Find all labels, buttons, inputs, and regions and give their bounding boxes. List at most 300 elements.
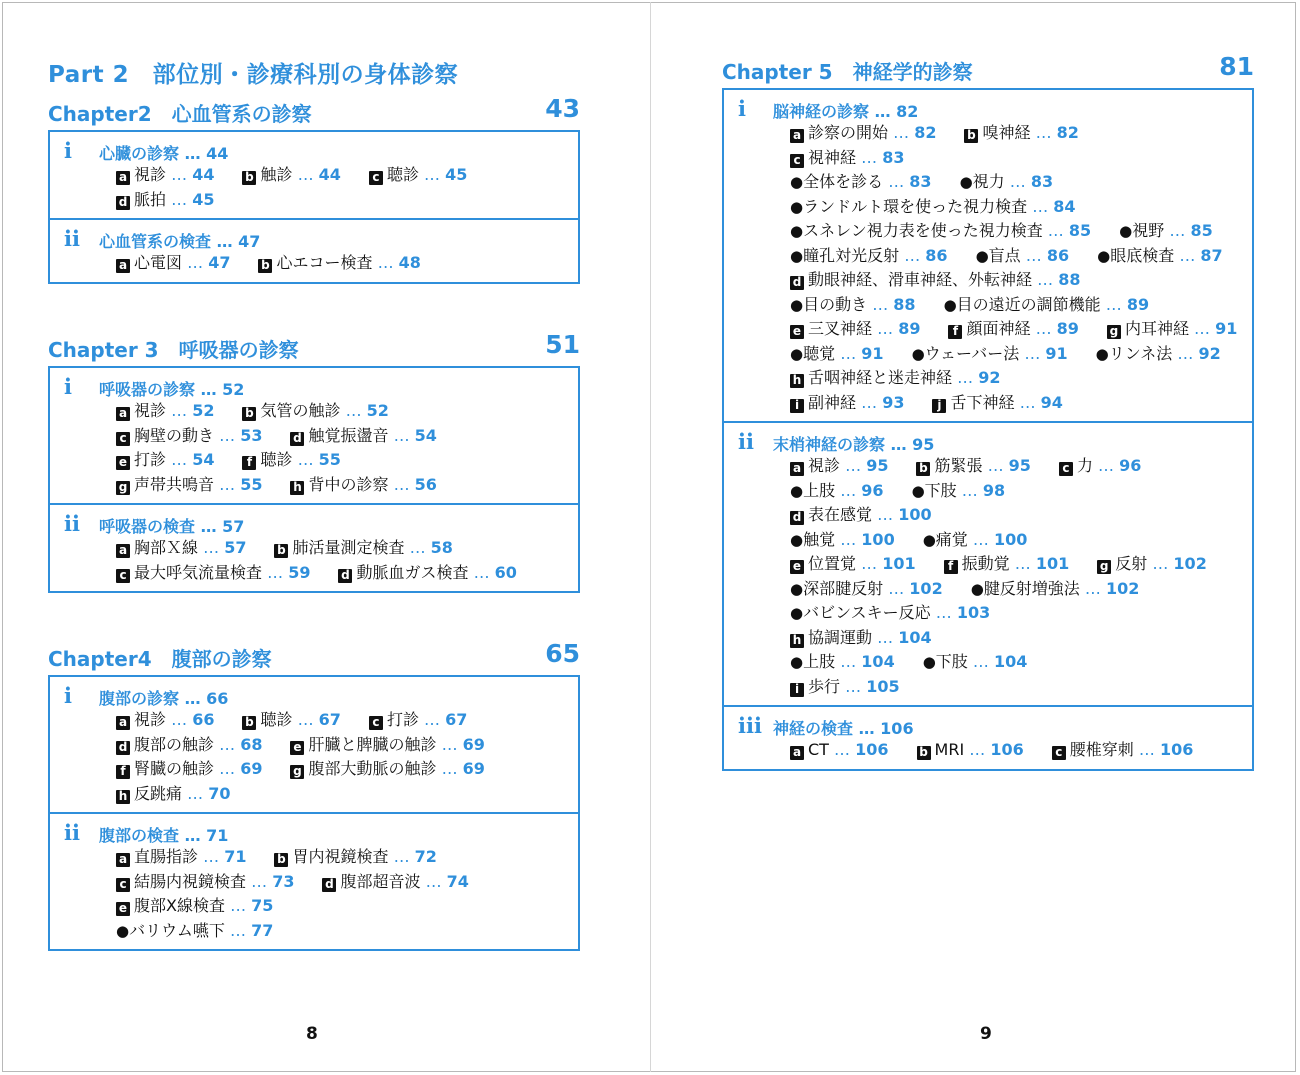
entry-text: 眼底検査 bbox=[1110, 245, 1175, 265]
toc-entry[interactable] bbox=[790, 479, 884, 504]
entry-page-number: 94 bbox=[1040, 392, 1063, 412]
leader-dots: … bbox=[171, 710, 188, 729]
chapter-title: Chapter 5 神経学的診察 bbox=[722, 60, 973, 84]
entry-text: 最大呼気流量検査 bbox=[134, 562, 263, 582]
toc-entry[interactable] bbox=[790, 528, 895, 553]
entry-page-number: 47 bbox=[208, 253, 231, 272]
entry-text: 上肢 bbox=[803, 652, 836, 671]
entry-page-number: 82 bbox=[1056, 123, 1079, 142]
entry-text: 嗅神経 bbox=[982, 123, 1031, 142]
entry-text: 動脈血ガス検査 bbox=[356, 562, 469, 582]
entry-page-number: 91 bbox=[1215, 319, 1238, 338]
section-header bbox=[50, 139, 578, 163]
toc-entry[interactable] bbox=[116, 424, 262, 449]
toc-entry[interactable] bbox=[948, 317, 1078, 342]
chapter-contents-box bbox=[48, 130, 580, 284]
letter-marker: c bbox=[1052, 746, 1066, 760]
toc-entry[interactable] bbox=[790, 601, 990, 626]
chapter-title: Chapter4 腹部の診察 bbox=[48, 647, 272, 671]
toc-entry[interactable] bbox=[116, 399, 214, 424]
entry-page-number: 58 bbox=[430, 538, 453, 557]
toc-entry[interactable] bbox=[944, 552, 1070, 577]
bullet-marker: ● bbox=[911, 481, 925, 500]
bullet-marker: ● bbox=[790, 604, 804, 622]
toc-entry[interactable] bbox=[916, 454, 1030, 479]
entry-text: 痛覚 bbox=[935, 529, 968, 549]
entry-page-number: 103 bbox=[956, 603, 991, 622]
entry-row bbox=[50, 919, 578, 944]
entry-row bbox=[724, 293, 1252, 318]
section-title[interactable] bbox=[99, 377, 244, 400]
section bbox=[50, 218, 578, 282]
toc-entry[interactable] bbox=[369, 708, 467, 733]
leader-dots: … bbox=[393, 425, 410, 445]
chapter-contents-box bbox=[48, 366, 580, 593]
entry-page-number: 104 bbox=[994, 652, 1028, 671]
entry-row bbox=[50, 251, 578, 276]
toc-entry[interactable] bbox=[790, 738, 889, 763]
leader-dots: … bbox=[473, 562, 490, 582]
leader-dots: … bbox=[890, 435, 907, 454]
toc-entry[interactable] bbox=[369, 163, 467, 188]
section-title-text: 腹部の診察 bbox=[99, 689, 180, 708]
toc-entry[interactable] bbox=[790, 219, 1091, 244]
letter-marker: j bbox=[932, 399, 946, 413]
entry-page-number: 100 bbox=[898, 505, 932, 524]
entry-row bbox=[724, 552, 1252, 577]
letter-marker: b bbox=[274, 853, 288, 867]
entry-page-number: 88 bbox=[893, 294, 916, 314]
entry-text: 下肢 bbox=[935, 652, 968, 671]
section-title[interactable] bbox=[99, 229, 260, 252]
entry-row bbox=[724, 503, 1252, 528]
chapter-header bbox=[48, 94, 580, 128]
toc-entry[interactable] bbox=[790, 268, 1080, 293]
leader-dots: … bbox=[1032, 196, 1049, 216]
toc-entry[interactable] bbox=[116, 473, 262, 498]
toc-entry[interactable] bbox=[790, 244, 948, 269]
toc-entry[interactable] bbox=[790, 293, 916, 318]
letter-marker: c bbox=[116, 878, 130, 892]
entry-text: 下肢 bbox=[924, 480, 957, 500]
entry-row bbox=[50, 163, 578, 188]
leader-dots: … bbox=[230, 896, 247, 915]
leader-dots: … bbox=[216, 232, 233, 251]
toc-entry[interactable] bbox=[116, 733, 262, 758]
entry-page-number: 82 bbox=[914, 123, 937, 142]
letter-marker: i bbox=[790, 399, 804, 413]
section-title[interactable] bbox=[99, 823, 228, 846]
toc-entry[interactable] bbox=[274, 536, 452, 561]
entry-page-number: 52 bbox=[366, 401, 389, 420]
entry-page-number: 55 bbox=[240, 474, 263, 494]
entry-text: 位置覚 bbox=[808, 554, 857, 573]
entry-row bbox=[50, 782, 578, 807]
entry-text: 打診 bbox=[386, 710, 419, 729]
section-title-text: 呼吸器の検査 bbox=[99, 517, 196, 536]
letter-marker: d bbox=[116, 741, 130, 755]
section-page-number: 95 bbox=[912, 435, 935, 454]
toc-entry[interactable] bbox=[290, 733, 484, 758]
entry-row bbox=[50, 399, 578, 424]
toc-entry[interactable] bbox=[116, 561, 310, 586]
letter-marker: c bbox=[369, 171, 383, 185]
toc-entry[interactable] bbox=[116, 448, 214, 473]
entry-text: 脈拍 bbox=[134, 189, 167, 209]
bullet-marker: ● bbox=[922, 653, 936, 671]
bullet-marker: ● bbox=[1095, 344, 1109, 363]
entry-row bbox=[724, 146, 1252, 171]
section-page-number: 106 bbox=[880, 719, 914, 738]
toc-entry[interactable] bbox=[116, 757, 262, 782]
toc-entry[interactable] bbox=[790, 366, 1000, 391]
letter-marker: a bbox=[790, 129, 804, 143]
toc-entry[interactable] bbox=[1119, 219, 1213, 244]
entry-page-number: 96 bbox=[1119, 456, 1142, 475]
entry-text: 直腸指診 bbox=[134, 847, 199, 866]
entry-page-number: 89 bbox=[898, 319, 921, 338]
letter-marker: f bbox=[242, 456, 256, 470]
letter-marker: d bbox=[790, 276, 804, 290]
leader-dots: … bbox=[957, 368, 974, 387]
entry-text: 腹部の触診 bbox=[134, 734, 215, 754]
letter-marker: g bbox=[290, 765, 304, 779]
entry-text: バビンスキー反応 bbox=[803, 603, 931, 622]
entry-page-number: 105 bbox=[866, 676, 900, 696]
letter-marker: c bbox=[790, 154, 804, 168]
entry-text: 声帯共鳴音 bbox=[134, 474, 215, 494]
leader-dots: … bbox=[1024, 343, 1041, 363]
section bbox=[50, 677, 578, 812]
leader-dots: … bbox=[861, 392, 878, 412]
entry-text: 筋緊張 bbox=[934, 456, 983, 475]
bullet-marker: ● bbox=[790, 653, 804, 671]
entry-text: 聴診 bbox=[260, 710, 293, 729]
bullet-marker: ● bbox=[790, 197, 804, 216]
letter-marker: d bbox=[322, 878, 336, 892]
entry-text: 顔面神経 bbox=[966, 319, 1031, 338]
entry-row bbox=[724, 675, 1252, 700]
toc-entry[interactable] bbox=[116, 536, 246, 561]
toc-entry[interactable] bbox=[290, 757, 484, 782]
entry-page-number: 98 bbox=[982, 480, 1006, 500]
section-page-number: 52 bbox=[222, 380, 245, 399]
toc-entry[interactable] bbox=[790, 650, 895, 675]
entry-page-number: 102 bbox=[1173, 554, 1207, 573]
bullet-marker: ● bbox=[790, 295, 804, 314]
leader-dots: … bbox=[409, 538, 426, 557]
entry-page-number: 95 bbox=[866, 456, 889, 475]
entry-row bbox=[50, 536, 578, 561]
bullet-marker: ● bbox=[911, 344, 925, 363]
leader-dots: … bbox=[219, 734, 236, 754]
entry-page-number: 56 bbox=[414, 474, 437, 494]
entry-row bbox=[50, 733, 578, 758]
entry-page-number: 67 bbox=[318, 710, 341, 729]
section-page-number: 66 bbox=[206, 689, 229, 708]
entry-text: 診察の開始 bbox=[808, 123, 889, 142]
entry-row bbox=[50, 894, 578, 919]
toc-entry[interactable] bbox=[116, 708, 214, 733]
toc-entry[interactable] bbox=[790, 577, 943, 602]
leader-dots: … bbox=[184, 689, 201, 708]
toc-entry[interactable] bbox=[923, 650, 1028, 675]
bullet-marker: ● bbox=[790, 530, 804, 549]
leader-dots: … bbox=[219, 474, 236, 494]
section-header bbox=[50, 821, 578, 845]
entry-page-number: 93 bbox=[882, 392, 905, 412]
section-header bbox=[50, 512, 578, 536]
entry-text: 打診 bbox=[134, 450, 167, 469]
section-title-text: 脳神経の診察 bbox=[773, 102, 870, 121]
toc-entry[interactable] bbox=[1059, 454, 1141, 479]
toc-entry[interactable] bbox=[923, 528, 1028, 553]
section-title[interactable] bbox=[773, 432, 934, 455]
letter-marker: h bbox=[790, 374, 804, 388]
section-header bbox=[724, 97, 1252, 121]
section-title[interactable] bbox=[773, 99, 918, 122]
leader-dots: … bbox=[1152, 554, 1169, 573]
entry-text: 舌咽神経と迷走神経 bbox=[808, 368, 953, 387]
toc-entry[interactable] bbox=[790, 342, 884, 367]
section bbox=[724, 90, 1252, 421]
chapter-page-number: 81 bbox=[1219, 52, 1254, 81]
letter-marker: b bbox=[258, 259, 272, 273]
leader-dots: … bbox=[872, 294, 889, 314]
entry-text: 触覚振盪音 bbox=[308, 425, 389, 445]
entry-text: 腹部X線検査 bbox=[134, 896, 225, 915]
leader-dots: … bbox=[267, 562, 284, 582]
leader-dots: … bbox=[972, 529, 989, 549]
entry-text: 気管の触診 bbox=[260, 401, 341, 420]
leader-dots: … bbox=[203, 847, 220, 866]
bullet-marker: ● bbox=[116, 921, 130, 940]
entry-text: 肝臓と脾臓の触診 bbox=[308, 734, 437, 754]
entry-text: 視野 bbox=[1132, 221, 1165, 240]
entry-page-number: 45 bbox=[445, 165, 468, 184]
section-numeral: ii bbox=[64, 226, 80, 251]
leader-dots: … bbox=[969, 740, 986, 759]
leader-dots: … bbox=[297, 710, 314, 729]
leader-dots: … bbox=[200, 380, 217, 399]
bullet-marker: ● bbox=[970, 579, 984, 598]
entry-page-number: 60 bbox=[494, 562, 517, 582]
entry-text: ウェーバー法 bbox=[924, 343, 1020, 363]
entry-page-number: 102 bbox=[909, 578, 943, 598]
page-gutter bbox=[650, 2, 651, 1072]
toc-entry[interactable] bbox=[917, 738, 1024, 763]
toc-entry[interactable] bbox=[116, 163, 214, 188]
entry-text: 視力 bbox=[972, 172, 1005, 191]
section-numeral: ii bbox=[738, 429, 754, 454]
toc-entry[interactable] bbox=[790, 391, 904, 416]
section-title[interactable] bbox=[99, 686, 228, 709]
entry-row bbox=[724, 626, 1252, 651]
entry-text: 瞳孔対光反射 bbox=[803, 245, 900, 265]
toc-entry[interactable] bbox=[912, 342, 1068, 367]
toc-entry[interactable] bbox=[1097, 244, 1223, 269]
entry-text: 副神経 bbox=[808, 392, 857, 412]
letter-marker: b bbox=[917, 746, 931, 760]
leader-dots: … bbox=[845, 456, 862, 475]
entry-page-number: 55 bbox=[318, 450, 341, 469]
leader-dots: … bbox=[877, 627, 894, 647]
toc-entry[interactable] bbox=[790, 170, 932, 195]
toc-entry[interactable] bbox=[116, 870, 294, 895]
leader-dots: … bbox=[1098, 456, 1115, 475]
leader-dots: … bbox=[1014, 554, 1031, 573]
entry-page-number: 77 bbox=[251, 920, 274, 940]
entry-text: 触診 bbox=[260, 165, 293, 184]
chapter-block bbox=[48, 330, 580, 593]
letter-marker: b bbox=[242, 171, 256, 185]
toc-entry[interactable] bbox=[116, 782, 230, 807]
entry-row bbox=[50, 708, 578, 733]
toc-entry[interactable] bbox=[258, 251, 420, 276]
entry-text: 触覚 bbox=[803, 529, 836, 549]
entry-row bbox=[724, 219, 1252, 244]
entry-page-number: 54 bbox=[414, 425, 437, 445]
leader-dots: … bbox=[1084, 578, 1101, 598]
letter-marker: c bbox=[369, 716, 383, 730]
toc-entry[interactable] bbox=[322, 870, 468, 895]
toc-entry[interactable] bbox=[242, 708, 340, 733]
entry-page-number: 75 bbox=[251, 896, 274, 915]
chapter-header bbox=[722, 52, 1254, 86]
toc-entry[interactable] bbox=[274, 845, 436, 870]
letter-marker: a bbox=[116, 407, 130, 421]
entry-page-number: 69 bbox=[462, 734, 485, 754]
entry-text: 視診 bbox=[134, 710, 167, 729]
toc-entry[interactable] bbox=[790, 552, 916, 577]
toc-entry[interactable] bbox=[912, 479, 1006, 504]
section-page-number: 71 bbox=[206, 826, 229, 845]
section-title[interactable] bbox=[99, 514, 244, 537]
entry-page-number: 95 bbox=[1008, 456, 1031, 475]
leader-dots: … bbox=[393, 847, 410, 866]
entry-text: 視診 bbox=[808, 456, 841, 475]
toc-entry[interactable] bbox=[242, 163, 340, 188]
toc-entry[interactable] bbox=[790, 121, 936, 146]
bullet-marker: ● bbox=[943, 295, 957, 314]
toc-entry[interactable] bbox=[242, 448, 340, 473]
letter-marker: e bbox=[290, 741, 304, 755]
entry-text: 三叉神経 bbox=[808, 319, 873, 338]
toc-entry[interactable] bbox=[964, 121, 1078, 146]
toc-entry[interactable] bbox=[116, 845, 246, 870]
bullet-marker: ● bbox=[922, 530, 936, 549]
section-title[interactable] bbox=[773, 716, 914, 739]
section-title[interactable] bbox=[99, 141, 228, 164]
toc-entry[interactable] bbox=[790, 503, 932, 528]
toc-entry[interactable] bbox=[790, 454, 888, 479]
toc-entry[interactable] bbox=[960, 170, 1054, 195]
toc-entry[interactable] bbox=[1107, 317, 1237, 342]
leader-dots: … bbox=[203, 538, 220, 557]
entry-row bbox=[724, 528, 1252, 553]
toc-entry[interactable] bbox=[116, 894, 273, 919]
entry-text: 肺活量測定検査 bbox=[292, 538, 405, 557]
section-header bbox=[50, 227, 578, 251]
toc-entry[interactable] bbox=[790, 317, 920, 342]
entry-page-number: 59 bbox=[288, 562, 311, 582]
toc-entry[interactable] bbox=[1096, 342, 1221, 367]
toc-entry[interactable] bbox=[1052, 738, 1194, 763]
entry-text: 胃内視鏡検査 bbox=[292, 847, 389, 866]
toc-entry[interactable] bbox=[290, 424, 436, 449]
section bbox=[50, 132, 578, 218]
entry-text: 表在感覚 bbox=[808, 505, 873, 524]
toc-entry[interactable] bbox=[971, 577, 1140, 602]
entry-text: 視神経 bbox=[808, 147, 857, 167]
entry-page-number: 83 bbox=[1030, 172, 1054, 191]
section-header bbox=[50, 375, 578, 399]
letter-marker: c bbox=[116, 569, 130, 583]
entry-page-number: 91 bbox=[1045, 343, 1068, 363]
section-numeral: i bbox=[64, 683, 72, 708]
toc-entry[interactable] bbox=[338, 561, 516, 586]
letter-marker: b bbox=[916, 462, 930, 476]
section-page-number: 44 bbox=[206, 144, 229, 163]
section-header bbox=[50, 684, 578, 708]
entry-text: 力 bbox=[1076, 456, 1093, 475]
leader-dots: … bbox=[1194, 319, 1211, 338]
toc-entry[interactable] bbox=[790, 626, 932, 651]
entry-text: 上肢 bbox=[803, 480, 836, 500]
leader-dots: … bbox=[877, 505, 894, 524]
entry-page-number: 101 bbox=[882, 554, 916, 573]
toc-entry[interactable] bbox=[242, 399, 388, 424]
letter-marker: f bbox=[948, 325, 962, 339]
section-numeral: ii bbox=[64, 820, 80, 845]
toc-entry[interactable] bbox=[944, 293, 1150, 318]
leader-dots: … bbox=[219, 759, 236, 778]
leader-dots: … bbox=[1138, 740, 1155, 759]
chapter-contents-box bbox=[722, 88, 1254, 771]
entry-page-number: 83 bbox=[909, 172, 932, 191]
toc-entry[interactable] bbox=[790, 675, 900, 700]
toc-entry[interactable] bbox=[790, 146, 904, 171]
toc-entry[interactable] bbox=[116, 919, 273, 944]
entry-page-number: 44 bbox=[318, 165, 341, 184]
toc-entry[interactable] bbox=[790, 195, 1076, 220]
section-title-text: 神経の検査 bbox=[773, 719, 854, 738]
leader-dots: … bbox=[297, 165, 314, 184]
entry-text: スネレン視力表を使った視力検査 bbox=[803, 221, 1043, 240]
toc-entry[interactable] bbox=[932, 391, 1062, 416]
letter-marker: a bbox=[116, 259, 130, 273]
section-header bbox=[724, 714, 1252, 738]
toc-entry[interactable] bbox=[116, 188, 214, 213]
entry-page-number: 48 bbox=[398, 253, 421, 272]
section-title-text: 心臓の診察 bbox=[99, 144, 180, 163]
letter-marker: e bbox=[790, 560, 804, 574]
entry-row bbox=[50, 757, 578, 782]
toc-entry[interactable] bbox=[116, 251, 230, 276]
letter-marker: a bbox=[790, 746, 804, 760]
toc-entry[interactable] bbox=[976, 244, 1070, 269]
toc-entry[interactable] bbox=[290, 473, 436, 498]
entry-text: 胸壁の動き bbox=[134, 425, 215, 445]
leader-dots: … bbox=[1035, 123, 1052, 142]
entry-page-number: 96 bbox=[861, 480, 884, 500]
letter-marker: a bbox=[790, 462, 804, 476]
toc-entry[interactable] bbox=[1097, 552, 1207, 577]
bullet-marker: ● bbox=[1119, 222, 1133, 240]
leader-dots: … bbox=[874, 102, 891, 121]
entry-text: 腰椎穿刺 bbox=[1069, 740, 1134, 759]
leader-dots: … bbox=[184, 144, 201, 163]
